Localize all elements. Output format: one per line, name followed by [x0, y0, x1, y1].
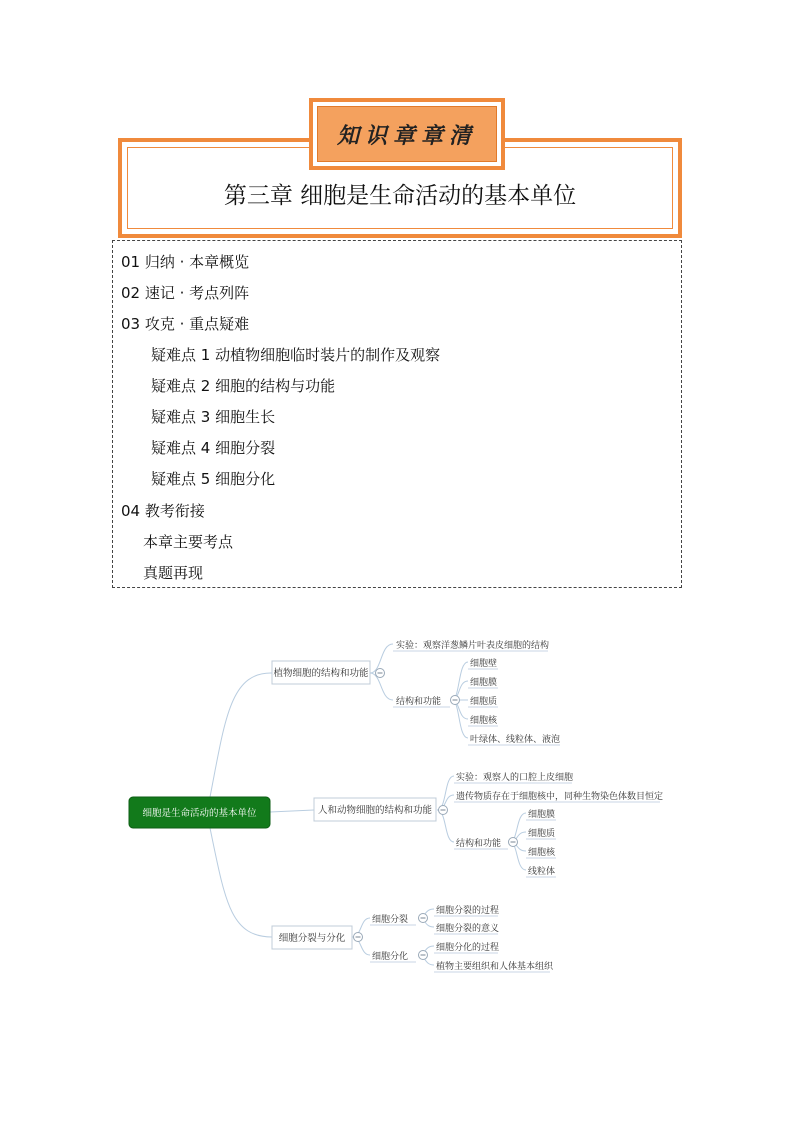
- mindmap-root-label: 细胞是生命活动的基本单位: [142, 808, 257, 819]
- chapter-title: 第三章 细胞是生命活动的基本单位: [223, 182, 577, 209]
- section-badge: [309, 98, 505, 170]
- animal-structure-item: 细胞质: [528, 829, 556, 839]
- connector-animal-experiment: [437, 776, 454, 810]
- toc-subitem-4[interactable]: 疑难点 4 细胞分裂: [151, 439, 276, 457]
- table-of-contents: [112, 240, 682, 588]
- diff-item: 细胞分化的过程: [436, 943, 500, 953]
- plant-structure-item: 细胞膜: [470, 678, 498, 688]
- diff-item: 植物主要组织和人体基本组织: [436, 962, 554, 972]
- plant-structure-item: 叶绿体、线粒体、液泡: [470, 735, 561, 745]
- plant-structure-item: 细胞质: [470, 697, 498, 707]
- split-item: 细胞分裂的意义: [436, 924, 500, 934]
- toc-subitem-3[interactable]: 疑难点 3 细胞生长: [151, 408, 276, 426]
- mindmap-plant-label: 植物细胞的结构和功能: [273, 668, 369, 679]
- animal-structure-label: 结构和功能: [456, 839, 502, 849]
- animal-experiment: 实验：观察人的口腔上皮细胞: [456, 773, 574, 783]
- mindmap-division-label: 细胞分裂与分化: [278, 933, 346, 944]
- plant-experiment: 实验：观察洋葱鳞片叶表皮细胞的结构: [396, 641, 550, 651]
- plant-structure-item: 细胞核: [470, 716, 498, 726]
- toc-item-past-exams[interactable]: 真题再现: [143, 564, 204, 582]
- toc-item-03[interactable]: 03 攻克 · 重点疑难: [121, 315, 250, 333]
- division-split-label: 细胞分裂: [372, 915, 409, 925]
- connector-animal-structure: [437, 810, 454, 842]
- toc-subitem-5[interactable]: 疑难点 5 细胞分化: [151, 470, 276, 488]
- toc-subitem-1[interactable]: 疑难点 1 动植物细胞临时装片的制作及观察: [151, 346, 441, 364]
- toc-item-key-points[interactable]: 本章主要考点: [143, 533, 234, 551]
- animal-structure-item: 线粒体: [528, 867, 556, 877]
- animal-structure-item: 细胞膜: [528, 810, 556, 820]
- connector-root-plant: [210, 673, 272, 797]
- section-badge-inner: [317, 106, 497, 162]
- toc-item-01[interactable]: 01 归纳 · 本章概览: [121, 253, 250, 271]
- plant-structure-item: 细胞壁: [470, 659, 498, 669]
- plant-structure-label: 结构和功能: [396, 697, 442, 707]
- animal-structure-item: 细胞核: [528, 848, 556, 858]
- split-item: 细胞分裂的过程: [436, 906, 500, 916]
- toc-item-02[interactable]: 02 速记 · 考点列阵: [121, 284, 250, 302]
- division-diff-label: 细胞分化: [372, 952, 409, 962]
- mind-map: [0, 600, 794, 990]
- connector-root-division: [210, 828, 272, 937]
- toc-subitem-2[interactable]: 疑难点 2 细胞的结构与功能: [151, 377, 336, 395]
- section-badge-label: 知识章章清: [336, 122, 477, 149]
- connector-root-animal: [270, 810, 314, 812]
- toc-item-04[interactable]: 04 教考衔接: [121, 502, 205, 520]
- animal-genetic-note: 遗传物质存在于细胞核中，同种生物染色体数目恒定: [456, 792, 664, 802]
- mindmap-animal-label: 人和动物细胞的结构和功能: [317, 805, 433, 816]
